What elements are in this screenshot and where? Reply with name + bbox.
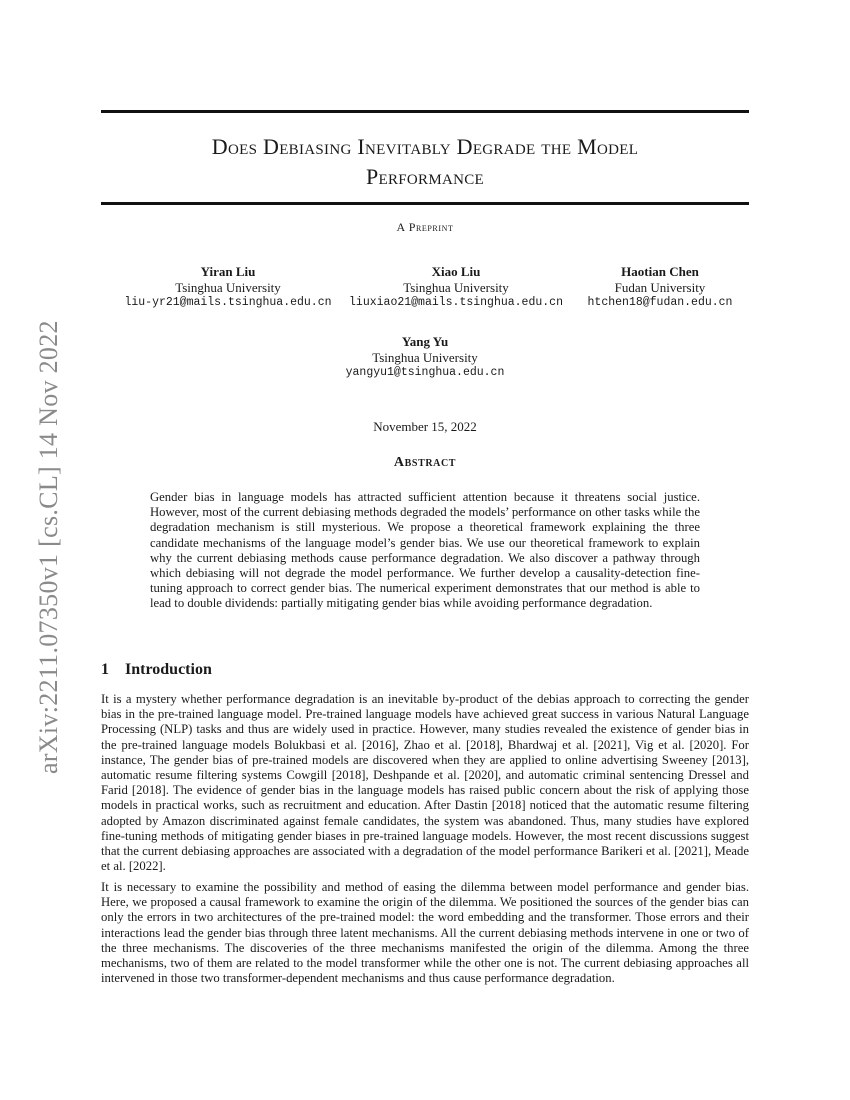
author-name: Haotian Chen bbox=[621, 264, 699, 279]
title-line-1: Does Debiasing Inevitably Degrade the Model bbox=[211, 134, 639, 159]
section-heading-introduction bbox=[101, 661, 212, 679]
abstract-text: Gender bias in language models has attracted sufficient attention because it threatens social justice. However, most of the current debiasing methods degraded the models’ performance on other tasks while the degradation mechanism is still mysterious. We propose a theoretical framework explaining the three candidate mechanisms of the language model’s gender bias. We use our theoretical framework to explain why the current debiasing methods cause performance degradation. We also discover a pathway through which debiasing will not degrade the model performance. We further develop a causality-detection fine-tuning approach to correct gender bias. The numerical experiment demonstrates that our method is able to lead to double dividends: partially mitigating gender bias while avoiding performance degradation. bbox=[150, 490, 700, 611]
author-name: Xiao Liu bbox=[431, 264, 481, 279]
author-affiliation: Tsinghua University bbox=[175, 279, 281, 295]
paper-title bbox=[101, 132, 749, 192]
author-block bbox=[320, 334, 530, 381]
arxiv-identifier-stamp: arXiv:2211.07350v1 [cs.CL] 14 Nov 2022 bbox=[34, 320, 63, 774]
author-block bbox=[340, 264, 572, 311]
author-email[interactable]: liuxiao21@mails.tsinghua.edu.cn bbox=[349, 296, 563, 309]
body-paragraph: It is necessary to examine the possibility and method of easing the dilemma between model performance and gender bias. Here, we proposed a causal framework to examine the origin of the dilemma. We positioned the sources of the gender bias can only the errors in two architectures of the pre-trained model: the word embedding and the transformer. Those errors and their interactions lead the gender bias through three latent mechanisms. All the current debiasing methods intervene in one or two of the three mechanisms. The discoveries of the three mechanisms manifested the origin of the dilemma. Among the three mechanisms, two of them are related to the model transformer while the other one is not. The current debiasing approaches all intervened in those two transformer-dependent mechanisms and thus cause performance degradation. bbox=[101, 880, 749, 986]
section-title: Introduction bbox=[125, 661, 212, 678]
title-bottom-rule bbox=[101, 202, 749, 205]
author-block bbox=[580, 264, 740, 311]
author-affiliation: Fudan University bbox=[614, 279, 706, 295]
author-affiliation: Tsinghua University bbox=[403, 279, 509, 295]
section-number: 1 bbox=[101, 661, 109, 678]
author-email[interactable]: liu-yr21@mails.tsinghua.edu.cn bbox=[124, 296, 332, 309]
abstract-heading: Abstract bbox=[393, 455, 457, 470]
author-name: Yiran Liu bbox=[200, 264, 256, 279]
title-line-2: Performance bbox=[365, 164, 485, 189]
publication-date: November 15, 2022 bbox=[373, 419, 477, 434]
title-top-rule bbox=[101, 110, 749, 113]
author-affiliation: Tsinghua University bbox=[372, 349, 478, 365]
preprint-label: A Preprint bbox=[396, 220, 454, 234]
author-name: Yang Yu bbox=[401, 334, 449, 349]
author-block bbox=[108, 264, 348, 311]
body-paragraph: It is a mystery whether performance degradation is an inevitable by-product of the debias approach to correcting the gender bias in the pre-trained language model. Pre-trained language models have achieved great success in various Natural Language Processing (NLP) tasks and thus are widely used in practice. However, many studies revealed the existence of gender bias in the pre-trained language models Bolukbasi et al. [2016], Zhao et al. [2018], Bhardwaj et al. [2021], Vig et al. [2020]. For instance, The gender bias of pre-trained models are discovered when they are applied to online advertising Sweeney [2013], automatic resume filtering systems Cowgill [2018], Deshpande et al. [2020], and automatic criminal sentencing Dressel and Farid [2018]. The evidence of gender bias in the language models has raised public concern about the risk of applying those models in practical works, such as recruitment and education. After Dastin [2018] noticed that the automatic resume filtering adopted by Amazon discriminated against female candidates, the system was abandoned. Thus, many studies have explored fine-tuning methods of mitigating gender biases in pre-trained language models. However, the most recent discussions suggest that the current debiasing approaches are associated with a degradation of the model performance Barikeri et al. [2021], Meade et al. [2022]. bbox=[101, 692, 749, 874]
author-email[interactable]: htchen18@fudan.edu.cn bbox=[587, 296, 733, 309]
author-email[interactable]: yangyu1@tsinghua.edu.cn bbox=[345, 366, 505, 379]
